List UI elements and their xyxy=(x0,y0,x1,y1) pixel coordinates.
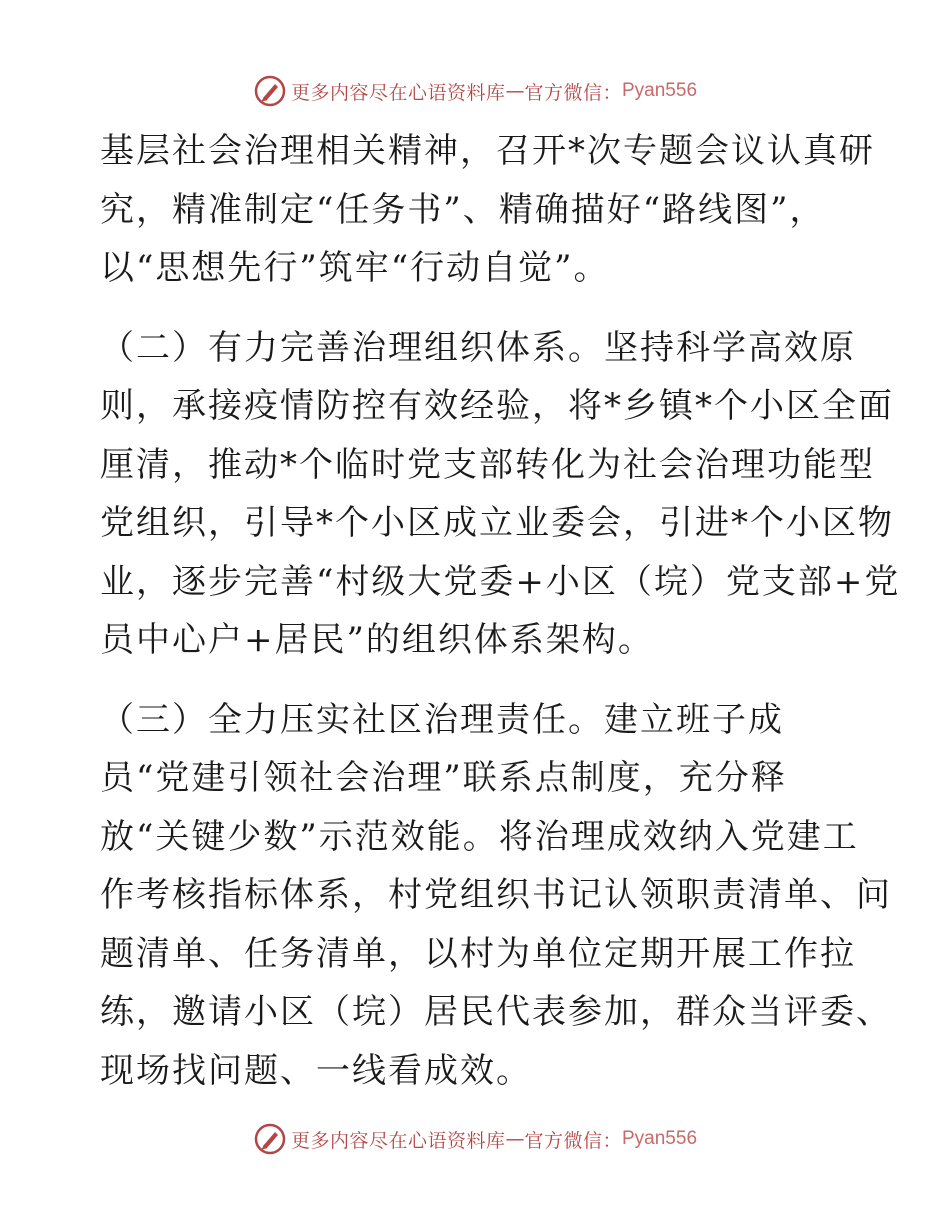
text-line: 究，精准制定“任务书”、精确描好“路线图”， xyxy=(100,189,826,230)
header-watermark xyxy=(0,71,950,111)
text-line: 练，邀请小区（垸）居民代表参加，群众当评委、 xyxy=(100,992,892,1032)
paragraph-2 xyxy=(100,319,901,670)
text-line: 业，逐步完善“村级大党委+小区（垸）党支部+党 xyxy=(100,561,901,602)
paragraph-1 xyxy=(100,122,875,298)
watermark-wechat-id: Pyan556 xyxy=(622,1128,698,1149)
watermark-wechat-label: 官方微信： xyxy=(524,1129,622,1152)
text-line: 员中心户+居民”的组织体系架构。 xyxy=(100,620,654,660)
watermark-wechat-id: Pyan556 xyxy=(622,80,698,101)
text-line: 作考核指标体系，村党组织书记认领职责清单、问 xyxy=(100,875,892,915)
pen-nib-logo-icon xyxy=(253,1122,287,1156)
text-line: 党组织，引导*个小区成立业委会，引进*个小区物 xyxy=(100,503,894,543)
pen-nib-logo-icon xyxy=(253,74,287,108)
footer-watermark xyxy=(0,1119,950,1159)
text-line: 员“党建引领社会治理”联系点制度，充分释 xyxy=(100,758,787,798)
text-line: 则，承接疫情防控有效经验，将*乡镇*个小区全面 xyxy=(100,386,894,426)
text-line: （二）有力完善治理组织体系。坚持科学高效原 xyxy=(100,327,856,368)
document-body xyxy=(100,122,901,1100)
watermark-wechat-label: 官方微信： xyxy=(524,81,622,104)
text-line: 厘清，推动*个临时党支部转化为社会治理功能型 xyxy=(100,444,875,485)
text-line: 以“思想先行”筑牢“行动自觉”。 xyxy=(100,248,610,288)
text-line: 题清单、任务清单，以村为单位定期开展工作拉 xyxy=(100,933,856,974)
text-line: 放“关键少数”示范效能。将治理成效纳入党建工 xyxy=(100,816,859,857)
watermark-separator: — xyxy=(505,80,525,102)
watermark-site-text: 更多内容尽在心语资料库 xyxy=(290,1129,506,1152)
watermark-separator: — xyxy=(505,1128,525,1150)
text-line: 基层社会治理相关精神，召开*次专题会议认真研 xyxy=(100,131,875,171)
paragraph-3 xyxy=(100,691,892,1101)
text-line: 现场找问题、一线看成效。 xyxy=(100,1050,532,1091)
watermark-site-text: 更多内容尽在心语资料库 xyxy=(290,81,506,104)
text-line: （三）全力压实社区治理责任。建立班子成 xyxy=(100,699,784,740)
